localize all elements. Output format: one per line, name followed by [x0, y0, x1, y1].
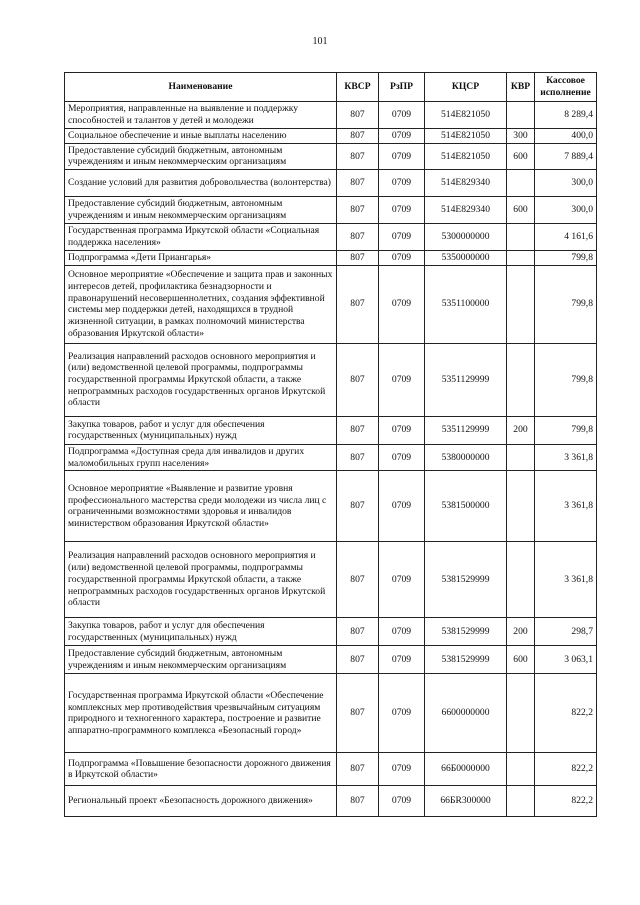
row-kvr: 300: [507, 129, 535, 144]
row-rzpr: 0709: [379, 674, 425, 753]
table-row: [65, 618, 597, 646]
row-kvsr: 807: [337, 416, 379, 444]
row-sum: 4 161,6: [535, 224, 597, 251]
row-kvsr: 807: [337, 170, 379, 197]
row-kcsr: 66Б0000000: [425, 753, 507, 786]
row-sum: 8 289,4: [535, 102, 597, 129]
row-name: Государственная программа Иркутской области «Обеспечение комплексных мер противодействия чрезвычайным ситуациям природного и техногенного характера, построение и развитие аппаратно-программного комплекса «Безопасный город»: [65, 674, 337, 753]
row-kvsr: 807: [337, 251, 379, 266]
row-name: Социальное обеспечение и иные выплаты населению: [65, 129, 337, 144]
table-row: [65, 471, 597, 542]
row-sum: 799,8: [535, 251, 597, 266]
row-name: Предоставление субсидий бюджетным, автономным учреждениям и иным некоммерческим организациям: [65, 646, 337, 674]
table-row: [65, 542, 597, 618]
row-rzpr: 0709: [379, 786, 425, 817]
table-row: [65, 674, 597, 753]
row-sum: 300,0: [535, 197, 597, 224]
row-name: Подпрограмма «Доступная среда для инвалидов и других маломобильных групп населения»: [65, 444, 337, 470]
page-number: 101: [312, 36, 328, 47]
row-kcsr: 514E821050: [425, 143, 507, 169]
table-row: [65, 416, 597, 444]
table-row: [65, 444, 597, 470]
row-kvr: [507, 471, 535, 542]
row-name: Мероприятия, направленные на выявление и поддержку способностей и талантов у детей и молодежи: [65, 102, 337, 129]
row-kcsr: 5300000000: [425, 224, 507, 251]
row-kcsr: 5350000000: [425, 251, 507, 266]
row-sum: 822,2: [535, 786, 597, 817]
row-sum: 3 361,8: [535, 471, 597, 542]
row-kvr: [507, 170, 535, 197]
row-kcsr: 514E829340: [425, 197, 507, 224]
row-kvsr: 807: [337, 753, 379, 786]
row-kvr: 200: [507, 416, 535, 444]
row-name: Реализация направлений расходов основного мероприятия и (или) ведомственной целевой программы, подпрограммы государственной программы Иркутской области, а также непрограммных расходов государственных органов Иркутской области: [65, 343, 337, 416]
row-sum: 300,0: [535, 170, 597, 197]
row-name: Основное мероприятие «Обеспечение и защита прав и законных интересов детей, профилактика безнадзорности и правонарушений несовершеннолетних, создания эффективной системы мер поддержки детей, находящихся в трудной жизненной ситуации, в рамках полномочий министерства образования Иркутской области»: [65, 265, 337, 343]
row-kcsr: 5351129999: [425, 343, 507, 416]
row-kvsr: 807: [337, 224, 379, 251]
table-row: [65, 786, 597, 817]
row-rzpr: 0709: [379, 444, 425, 470]
row-kvsr: 807: [337, 471, 379, 542]
row-rzpr: 0709: [379, 170, 425, 197]
row-kvsr: 807: [337, 265, 379, 343]
row-kvsr: 807: [337, 646, 379, 674]
table-header: [65, 73, 597, 102]
row-kcsr: 5381529999: [425, 618, 507, 646]
row-rzpr: 0709: [379, 753, 425, 786]
row-name: Подпрограмма «Повышение безопасности дорожного движения в Иркутской области»: [65, 753, 337, 786]
row-name: Основное мероприятие «Выявление и развитие уровня профессионального мастерства среди молодежи из числа лиц с ограниченными возможностями здоровья и инвалидов министерством образования Иркутской области»: [65, 471, 337, 542]
row-name: Предоставление субсидий бюджетным, автономным учреждениям и иным некоммерческим организациям: [65, 197, 337, 224]
row-name: Государственная программа Иркутской области «Социальная поддержка населения»: [65, 224, 337, 251]
row-kvr: [507, 542, 535, 618]
row-rzpr: 0709: [379, 143, 425, 169]
row-sum: 3 361,8: [535, 444, 597, 470]
row-rzpr: 0709: [379, 224, 425, 251]
row-sum: 298,7: [535, 618, 597, 646]
row-rzpr: 0709: [379, 129, 425, 144]
row-kvsr: 807: [337, 618, 379, 646]
table-row: [65, 224, 597, 251]
row-kcsr: 514E821050: [425, 129, 507, 144]
header-rzpr: РзПР: [379, 73, 425, 102]
row-sum: 3 063,1: [535, 646, 597, 674]
row-sum: 822,2: [535, 753, 597, 786]
row-name: Подпрограмма «Дети Приангарья»: [65, 251, 337, 266]
table-row: [65, 753, 597, 786]
table-row: [65, 170, 597, 197]
row-kcsr: 5381500000: [425, 471, 507, 542]
row-rzpr: 0709: [379, 471, 425, 542]
row-kvr: [507, 753, 535, 786]
row-sum: 799,8: [535, 265, 597, 343]
row-sum: 822,2: [535, 674, 597, 753]
table-row: [65, 143, 597, 169]
row-sum: 799,8: [535, 416, 597, 444]
row-kvr: [507, 102, 535, 129]
row-sum: 400,0: [535, 129, 597, 144]
row-rzpr: 0709: [379, 197, 425, 224]
header-kcsr: КЦСР: [425, 73, 507, 102]
row-kvr: 600: [507, 646, 535, 674]
row-rzpr: 0709: [379, 416, 425, 444]
row-kvsr: 807: [337, 102, 379, 129]
row-kvsr: 807: [337, 197, 379, 224]
header-sum: Кассовое исполнение: [535, 73, 597, 102]
row-kvsr: 807: [337, 444, 379, 470]
row-name: Предоставление субсидий бюджетным, автономным учреждениям и иным некоммерческим организациям: [65, 143, 337, 169]
table-row: [65, 129, 597, 144]
table-row: [65, 265, 597, 343]
table-row: [65, 197, 597, 224]
budget-execution-table: [64, 72, 597, 817]
row-rzpr: 0709: [379, 265, 425, 343]
row-rzpr: 0709: [379, 343, 425, 416]
row-kcsr: 5351100000: [425, 265, 507, 343]
row-kcsr: 514E821050: [425, 102, 507, 129]
table-row: [65, 343, 597, 416]
row-sum: 799,8: [535, 343, 597, 416]
row-kvsr: 807: [337, 343, 379, 416]
row-sum: 3 361,8: [535, 542, 597, 618]
row-kcsr: 5381529999: [425, 646, 507, 674]
row-name: Региональный проект «Безопасность дорожного движения»: [65, 786, 337, 817]
row-kcsr: 6600000000: [425, 674, 507, 753]
row-kcsr: 5351129999: [425, 416, 507, 444]
row-name: Закупка товаров, работ и услуг для обеспечения государственных (муниципальных) нужд: [65, 416, 337, 444]
row-kvr: [507, 343, 535, 416]
row-name: Закупка товаров, работ и услуг для обеспечения государственных (муниципальных) нужд: [65, 618, 337, 646]
row-rzpr: 0709: [379, 646, 425, 674]
table-row: [65, 646, 597, 674]
table-row: [65, 251, 597, 266]
row-kcsr: 66БR300000: [425, 786, 507, 817]
header-name: Наименование: [65, 73, 337, 102]
row-kvsr: 807: [337, 786, 379, 817]
row-kvsr: 807: [337, 674, 379, 753]
row-rzpr: 0709: [379, 251, 425, 266]
row-kvsr: 807: [337, 129, 379, 144]
row-name: Реализация направлений расходов основного мероприятия и (или) ведомственной целевой программы, подпрограммы государственной программы Иркутской области, а также непрограммных расходов государственных органов Иркутской области: [65, 542, 337, 618]
row-kcsr: 5381529999: [425, 542, 507, 618]
row-sum: 7 889,4: [535, 143, 597, 169]
table-row: [65, 102, 597, 129]
row-kcsr: 5380000000: [425, 444, 507, 470]
row-kvr: [507, 251, 535, 266]
header-kvsr: КВСР: [337, 73, 379, 102]
header-kvr: КВР: [507, 73, 535, 102]
row-kvr: [507, 444, 535, 470]
row-kvr: [507, 224, 535, 251]
row-rzpr: 0709: [379, 102, 425, 129]
row-rzpr: 0709: [379, 618, 425, 646]
row-kvr: 200: [507, 618, 535, 646]
row-kvr: 600: [507, 197, 535, 224]
row-kvsr: 807: [337, 542, 379, 618]
row-kvr: 600: [507, 143, 535, 169]
row-kvr: [507, 786, 535, 817]
row-rzpr: 0709: [379, 542, 425, 618]
row-kvr: [507, 265, 535, 343]
row-kvr: [507, 674, 535, 753]
row-name: Создание условий для развития добровольчества (волонтерства): [65, 170, 337, 197]
row-kcsr: 514E829340: [425, 170, 507, 197]
row-kvsr: 807: [337, 143, 379, 169]
